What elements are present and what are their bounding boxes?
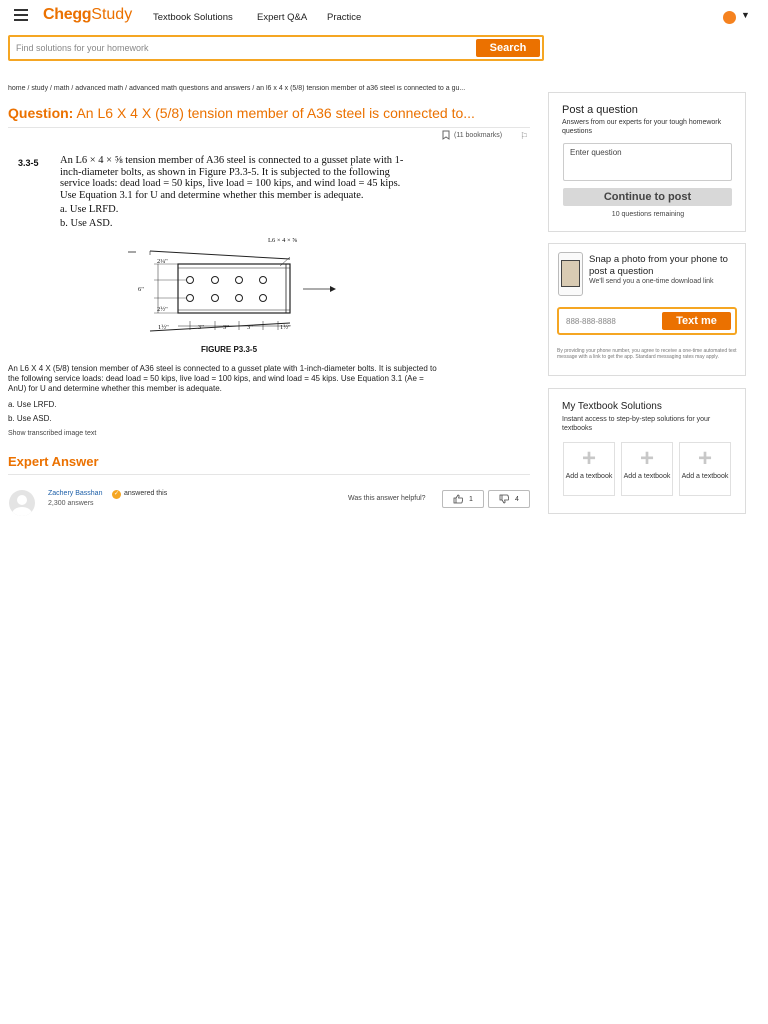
post-question-card: [548, 92, 746, 232]
transcribed-option-b: b. Use ASD.: [8, 414, 52, 423]
post-question-subtitle: Answers from our experts for your tough homework questions: [562, 119, 722, 135]
top-nav: [0, 0, 768, 32]
add-textbook-label: Add a textbook: [681, 473, 729, 480]
snap-photo-subtitle: We'll send you a one-time download link: [589, 278, 714, 285]
gusset-plate-figure: [128, 233, 348, 343]
questions-remaining: 10 questions remaining: [611, 211, 685, 218]
add-textbook-button[interactable]: [563, 442, 615, 496]
bookmark-count: (11 bookmarks): [454, 131, 503, 139]
thumbs-up-count: 1: [469, 495, 473, 503]
snap-photo-title: Snap a photo from your phone to post a question: [589, 254, 728, 277]
search-input[interactable]: [16, 40, 466, 56]
breadcrumb[interactable]: home / study / math / advanced math / advanced math questions and answers / an l6 x 4 x (5/8) tension member of a36 steel is connected to a gu...: [8, 85, 466, 92]
expert-badge-icon: ✓: [113, 491, 120, 497]
add-textbook-button[interactable]: [679, 442, 731, 496]
answered-text: answered this: [124, 490, 168, 497]
nav-textbook-solutions[interactable]: Textbook Solutions: [153, 12, 233, 23]
divider: [8, 127, 530, 128]
fig-dim-bottom-4: 3": [247, 324, 253, 331]
snap-photo-card: [548, 243, 746, 376]
thumbs-down-icon: [499, 494, 509, 504]
nav-expert-qa[interactable]: Expert Q&A: [257, 12, 308, 23]
continue-to-post-button[interactable]: Continue to post: [563, 188, 732, 206]
page-title: [8, 105, 530, 121]
fig-angle-label: L6 × 4 × ⅝: [268, 237, 298, 244]
problem-image: [18, 155, 418, 359]
problem-part-b: b. Use ASD.: [60, 218, 113, 229]
thumbs-up-button[interactable]: [442, 490, 484, 508]
transcribed-option-a: a. Use LRFD.: [8, 400, 57, 409]
phone-icon: [558, 252, 583, 296]
chevron-down-icon[interactable]: ▼: [741, 10, 750, 20]
question-title: An L6 X 4 X (5/8) tension member of A36 steel is connected to...: [76, 105, 475, 121]
plus-icon: +: [639, 445, 654, 472]
logo-chegg: Chegg: [43, 6, 92, 23]
hamburger-menu-icon[interactable]: [14, 9, 28, 21]
phone-number-box: [557, 307, 737, 335]
add-textbook-label: Add a textbook: [623, 473, 671, 480]
problem-text: An L6 × 4 × ⅝ tension member of A36 steel is connected to a gusset plate with 1-inch-diameter bolts, as shown in Figure P3.3-5. It is subjected to the following service loads: dead load = 50 kips, live load = 100 kips, and wind load = 45 kips. Use Equation 3.1 for U and determine whether this member is adequate.: [60, 155, 404, 201]
thumbs-down-button[interactable]: [488, 490, 530, 508]
fig-dim-bottom-1: 1½": [158, 324, 169, 331]
question-label: Question:: [8, 105, 74, 121]
avatar[interactable]: [9, 490, 35, 516]
plus-icon: +: [581, 445, 596, 472]
show-transcribed-text-link[interactable]: Show transcribed image text: [8, 430, 97, 437]
flag-icon[interactable]: ⚐: [520, 131, 529, 141]
problem-number: 3.3-5: [18, 158, 39, 168]
search-button[interactable]: Search: [476, 39, 540, 57]
bookmark-icon: [442, 130, 450, 140]
logo-study: Study: [91, 6, 133, 23]
thumbs-down-count: 4: [515, 495, 519, 503]
fig-dim-top: 2¼": [157, 258, 168, 265]
expert-name-link[interactable]: Zachery Basshan: [48, 490, 103, 497]
textbook-solutions-title: My Textbook Solutions: [562, 401, 662, 412]
bookmark-button[interactable]: [442, 130, 502, 140]
helpful-question: Was this answer helpful?: [348, 495, 426, 502]
textbook-solutions-card: [548, 388, 746, 514]
account-avatar-icon[interactable]: [723, 11, 736, 24]
fig-dim-bottom-3: 3": [223, 324, 229, 331]
legal-disclaimer: By providing your phone number, you agree to receive a one-time automated text message with a link to get the app. Standard messaging rates may apply.: [557, 348, 737, 360]
fig-dim-bottom-5: 1½": [280, 324, 291, 331]
phone-number-input[interactable]: [566, 313, 661, 329]
chegg-study-logo[interactable]: [43, 6, 132, 24]
problem-part-a: a. Use LRFD.: [60, 204, 119, 215]
textbook-solutions-subtitle: Instant access to step-by-step solutions for your textbooks: [562, 416, 711, 432]
figure-caption: FIGURE P3.3-5: [201, 345, 258, 354]
transcribed-text: An L6 X 4 X (5/8) tension member of A36 steel is connected to a gusset plate with 1-inch-diameter bolts. It is subjected to the following service loads: dead load = 50 kips, live load = 100 kips, and wind load = 45 kips. Use Equation 3.1 (Ae = AnU) for U and determine whether this member is adequate.: [8, 364, 437, 393]
expert-answer-heading: Expert Answer: [8, 454, 99, 469]
divider: [8, 474, 530, 475]
search-bar: [8, 35, 544, 61]
add-textbook-label: Add a textbook: [565, 473, 613, 480]
nav-practice[interactable]: Practice: [327, 12, 362, 23]
post-question-title: Post a question: [562, 104, 638, 116]
question-input[interactable]: [563, 143, 732, 181]
thumbs-up-icon: [453, 494, 463, 504]
add-textbook-button[interactable]: [621, 442, 673, 496]
expert-answer-count: 2,300 answers: [48, 500, 94, 507]
fig-dim-bot: 2½": [157, 306, 168, 313]
text-me-button[interactable]: Text me: [662, 312, 731, 330]
fig-dim-bottom-2: 3": [198, 324, 204, 331]
fig-dim-mid: 6": [138, 286, 144, 293]
plus-icon: +: [697, 445, 712, 472]
